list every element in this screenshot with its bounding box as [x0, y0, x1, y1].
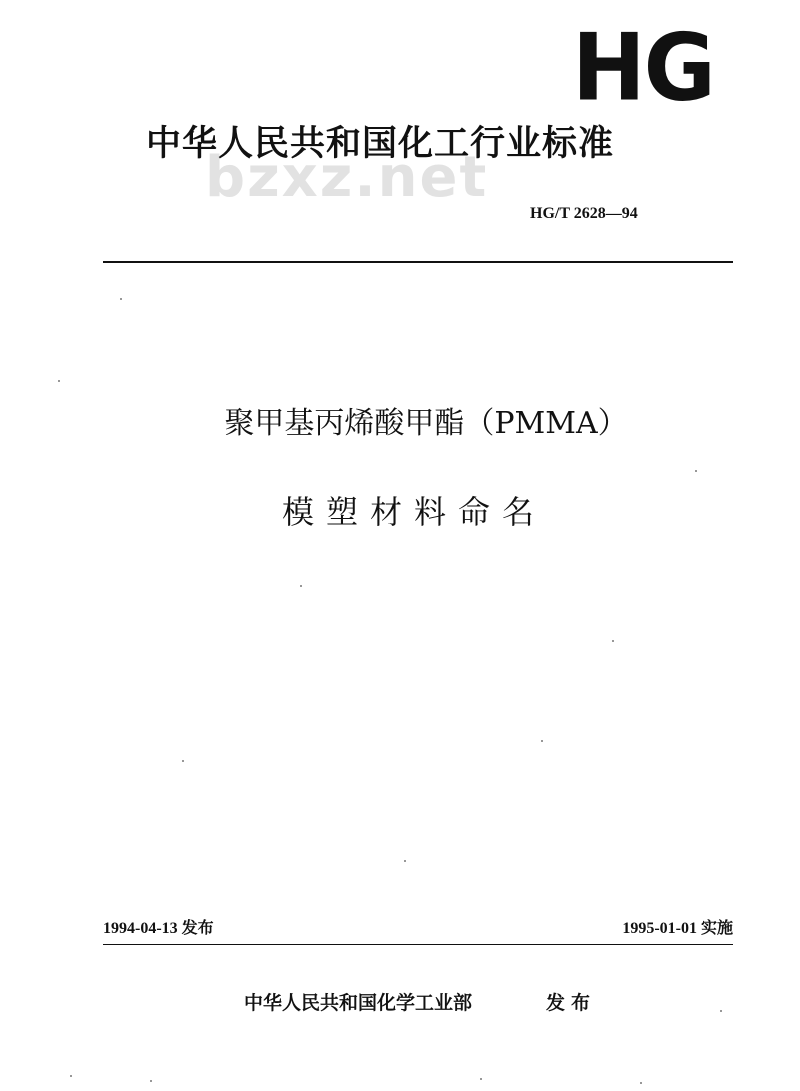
- scan-speck: [404, 860, 406, 862]
- implement-date: 1995-01-01 实施: [622, 920, 733, 937]
- scan-speck: [480, 1078, 482, 1080]
- scan-speck: [612, 640, 614, 642]
- publish-date: 1994-04-13 发布: [103, 920, 214, 937]
- scan-speck: [150, 1080, 152, 1082]
- header-divider: [103, 261, 733, 263]
- watermark: bzxz.net: [205, 145, 489, 210]
- scan-speck: [70, 1075, 72, 1077]
- scan-speck: [720, 1010, 722, 1012]
- scan-speck: [300, 585, 302, 587]
- standard-category-title: 中华人民共和国化工行业标准: [146, 124, 615, 164]
- footer-divider: [103, 944, 733, 945]
- issuer-action: 发布: [546, 992, 597, 1014]
- document-title-line1: 聚甲基丙烯酸甲酯（PMMA）: [224, 406, 628, 441]
- scan-speck: [120, 298, 122, 300]
- hg-logo: HG: [572, 13, 714, 122]
- scan-speck: [58, 380, 60, 382]
- scan-speck: [182, 760, 184, 762]
- scan-speck: [640, 1082, 642, 1084]
- standard-code: HG/T 2628—94: [530, 205, 638, 222]
- scan-speck: [541, 740, 543, 742]
- scan-speck: [695, 470, 697, 472]
- document-title-line2: 模塑材料命名: [281, 493, 546, 531]
- issuer-name: 中华人民共和国化学工业部: [244, 992, 473, 1014]
